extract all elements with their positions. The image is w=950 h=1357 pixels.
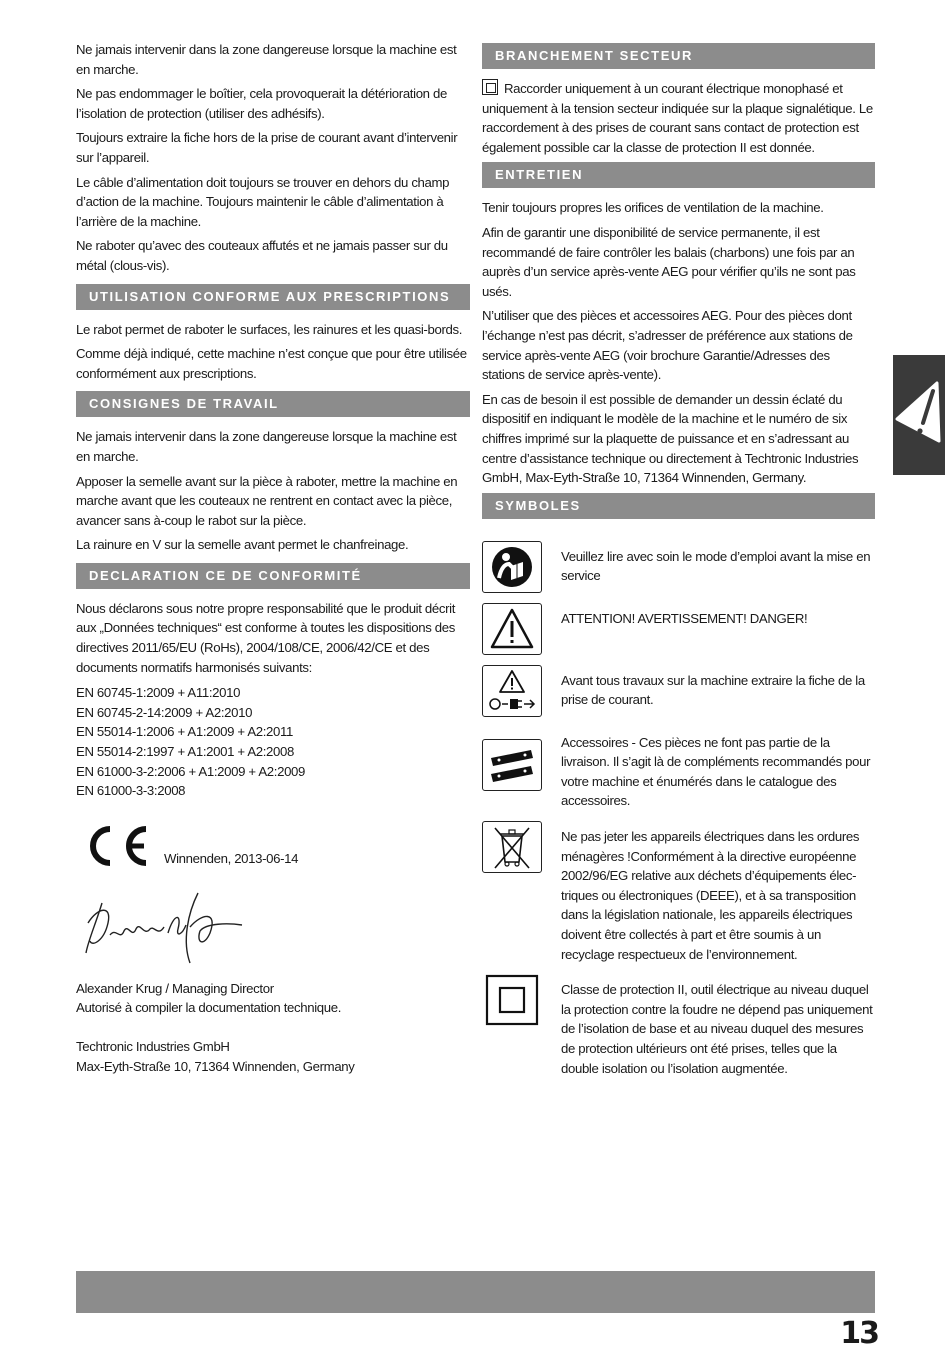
standard-item: EN 60745-1:2009 + A11:2010 <box>76 685 241 701</box>
symbol-text: Avant tous travaux sur la machine extraire la fiche de la prise de courant. <box>561 672 865 708</box>
symbol-text: Veuillez lire avec soin le mode d’emploi avant la mise en service <box>561 548 871 584</box>
ce-mark-icon <box>80 823 150 869</box>
warning-triangle-icon <box>482 603 542 655</box>
entretien-paragraph: Tenir toujours propres les orifices de ventilation de la machine. <box>482 200 824 216</box>
section-heading-utilisation: UTILISATION CONFORME AUX PRESCRIPTIONS <box>76 284 470 310</box>
entretien-paragraph: En cas de besoin il est possible de demander un dessin éclaté du dispositif en indiquant le modèle de la machine et le numéro de six chiffres imprimé sur la plaquette de puissance et en s’adressant au centre d’assistance technique ou directement à Techtronic Industries GmbH, Max-Eyth-Straße 10, 71364 Winnenden, Germany. <box>482 391 859 486</box>
entretien-paragraph: N’utiliser que des pièces et accessoires AEG. Pour des pièces dont l’échange n’est pas décrit, s’adresser de préférence aux stations de service après-vente AEG (voir brochure Garantie/Adresses des stations de service après-vente). <box>482 308 853 383</box>
utilisation-paragraph: Le rabot permet de raboter le surfaces, les rainures et les quasi-bords. <box>76 321 463 337</box>
intro-paragraph: Ne raboter qu’avec des couteaux affutés et ne jamais passer sur du métal (clous-vis). <box>76 238 448 273</box>
standard-item: EN 60745-2-14:2009 + A2:2010 <box>76 704 253 720</box>
accessories-blades-icon <box>482 739 542 791</box>
double-insulation-icon <box>482 79 498 95</box>
intro-paragraph: Ne pas endommager le boîtier, cela provoquerait la détérioration de l’isolation de protection (utiliser des adhésifs). <box>76 86 447 121</box>
section-heading-branchement: BRANCHEMENT SECTEUR <box>482 43 875 69</box>
utilisation-paragraph: Comme déjà indiqué, cette machine n’est conçue que pour être utilisée conformément aux prescriptions. <box>76 346 467 381</box>
symbol-row <box>482 603 875 655</box>
crossed-bin-icon <box>482 821 542 873</box>
consignes-paragraph: La rainure en V sur la semelle avant permet le chanfreinage. <box>76 537 409 553</box>
symbol-text: ATTENTION! AVERTISSEMENT! DANGER! <box>561 610 808 626</box>
standards-list <box>76 683 470 801</box>
symbol-row <box>482 821 875 964</box>
consignes-paragraph: Apposer la semelle avant sur la pièce à raboter, mettre la machine en marche avant que les couteaux ne rentrent en contact avec la pièce, avancer sans à-coup le rabot sur la pièce. <box>76 473 458 528</box>
section-heading-entretien: ENTRETIEN <box>482 162 875 188</box>
page-number: 13 <box>840 1316 878 1351</box>
symbol-row <box>482 974 875 1078</box>
footer-bar <box>76 1271 875 1313</box>
double-insulation-icon <box>482 974 542 1026</box>
unplug-warning-icon <box>482 665 542 717</box>
declaration-paragraph: Nous déclarons sous notre propre responsabilité que le produit décrit aux „Données techniques“ est conforme à toutes les dispositions des directives 2011/65/EU (RoHs), 2004/108/CE, 2006/42/CE et des documents normatifs harmonisés suivants: <box>76 600 456 675</box>
place-date: Winnenden, 2013-06-14 <box>164 850 299 866</box>
standard-item: EN 55014-2:1997 + A1:2001 + A2:2008 <box>76 744 294 760</box>
signature-image <box>78 883 258 978</box>
symbol-text: Ne pas jeter les appareils électriques dans les ordures ménagères !Conformément à la directive européenne 2002/96/EG relative aux déchets d’équipements élec-triques ou électroniques (DEEE), et à sa transposition dans la législation nationale, les appareils électriques doivent être collectés à part et être soumis à un recyclage respectueux de l’environnement. <box>561 829 860 962</box>
symbol-row <box>482 727 875 811</box>
standard-item: EN 61000-3-3:2008 <box>76 783 186 799</box>
company-address: Max-Eyth-Straße 10, 71364 Winnenden, Germany <box>76 1058 355 1074</box>
consignes-paragraph: Ne jamais intervenir dans la zone dangereuse lorsque la machine est en marche. <box>76 429 457 464</box>
entretien-paragraph: Afin de garantir une disponibilité de service permanente, il est recommandé de faire contrôler les balais (charbons) une fois par an auprès d’un service après-vente AEG pour vérifier qu’ils ne sont pas usés. <box>482 224 856 299</box>
read-manual-icon <box>482 541 542 593</box>
company-name: Techtronic Industries GmbH <box>76 1039 230 1054</box>
right-column <box>482 40 875 1088</box>
ce-block <box>76 823 470 883</box>
symbol-text: Accessoires - Ces pièces ne font pas partie de la livraison. Il s’agit là de compléments recommandés pour votre machine et énumérés dans le catalogue des accessoires. <box>561 734 871 809</box>
standard-item: EN 61000-3-2:2006 + A1:2009 + A2:2009 <box>76 763 306 779</box>
branchement-paragraph <box>482 79 875 157</box>
symbol-row <box>482 665 875 717</box>
intro-paragraph: Le câble d’alimentation doit toujours se trouver en dehors du champ d’action de la machine. Toujours maintenir le câble d’alimentation à l’arrière de la machine. <box>76 174 450 229</box>
signer-note: Autorisé à compiler la documentation technique. <box>76 1000 342 1016</box>
side-warning-tab <box>893 355 945 475</box>
left-column <box>76 40 470 1081</box>
warning-triangle-icon <box>893 355 945 475</box>
section-heading-declaration: DECLARATION CE DE CONFORMITÉ <box>76 563 470 589</box>
intro-paragraph: Ne jamais intervenir dans la zone dangereuse lorsque la machine est en marche. <box>76 42 457 77</box>
section-heading-consignes: CONSIGNES DE TRAVAIL <box>76 391 470 417</box>
symbol-row <box>482 541 875 593</box>
symbol-text: Classe de protection II, outil électrique au niveau duquel la protection contre la foudre ne dépend pas uniquement de l’isolation de base et au niveau duquel des mesures de protection ultérieurs ont été prises, telles que la double isolation ou l’isolation augmentée. <box>561 982 873 1076</box>
standard-item: EN 55014-1:2006 + A1:2009 + A2:2011 <box>76 724 294 740</box>
signer-name: Alexander Krug / Managing Director <box>76 980 274 996</box>
branchement-text: Raccorder uniquement à un courant électrique monophasé et uniquement à la tension secteur indiquée sur la plaque signalétique. Le raccordement à des prises de courant sans contact de protection est également possible car la classe de protection II est donnée. <box>482 81 873 155</box>
intro-paragraph: Toujours extraire la fiche hors de la prise de courant avant d’intervenir sur l’appareil. <box>76 130 458 165</box>
section-heading-symboles: SYMBOLES <box>482 493 875 519</box>
